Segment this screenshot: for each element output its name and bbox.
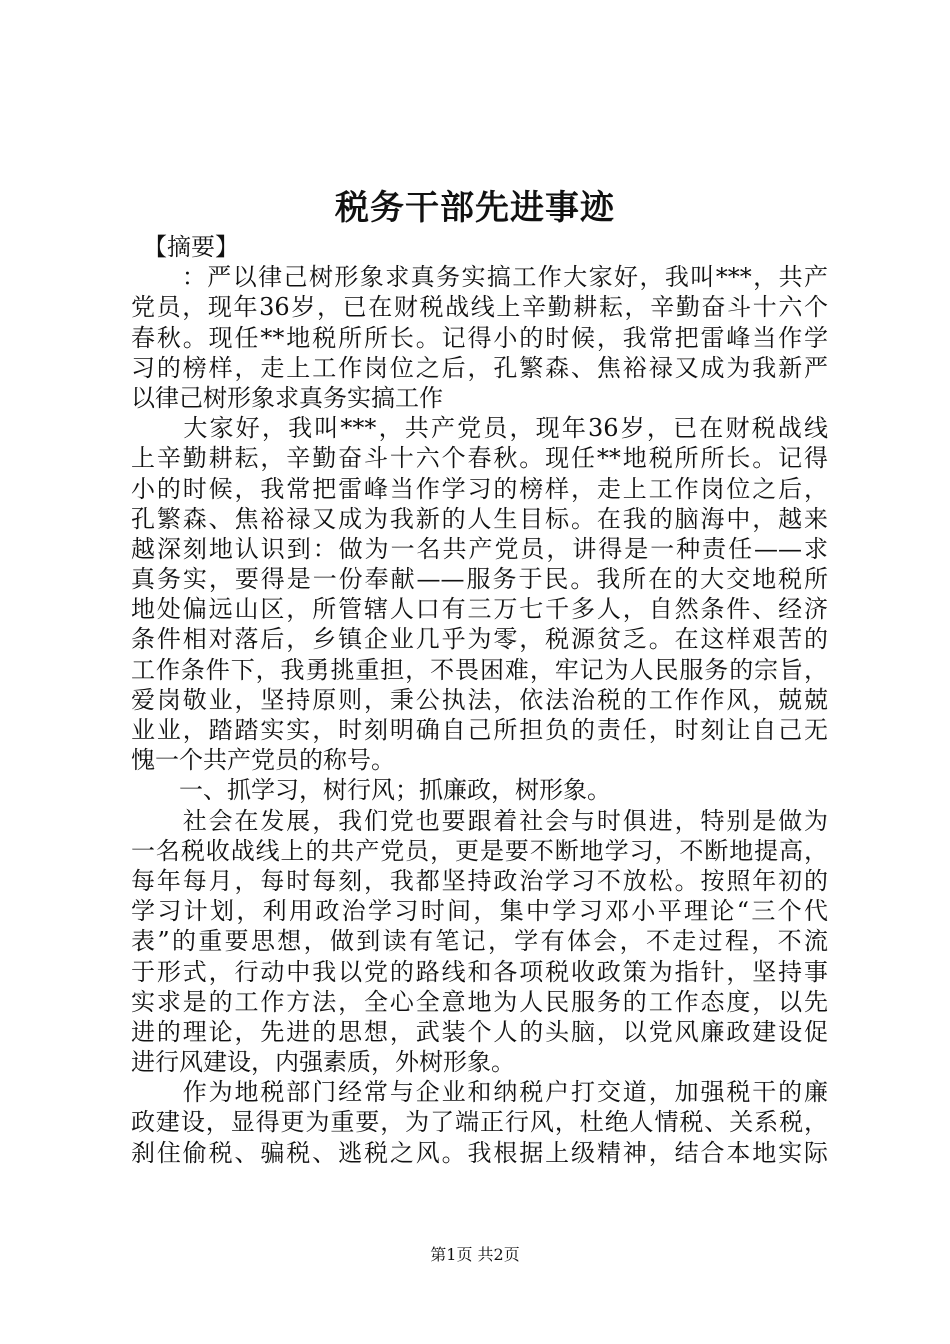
body-line: 进的理论，先进的思想，武装个人的头脑，以党风廉政建设促 [131,1017,828,1046]
body-line: 实求是的工作方法，全心全意地为人民服务的工作态度，以先 [131,987,828,1016]
body-line: 学习计划，利用政治学习时间，集中学习邓小平理论“三个代 [131,897,828,926]
body-line: 作为地税部门经常与企业和纳税户打交道，加强税干的廉 [131,1078,828,1107]
body-line: 每年每月，每时每刻，我都坚持政治学习不放松。按照年初的 [131,866,828,895]
body-line: 条件相对落后，乡镇企业几乎为零，税源贫乏。在这样艰苦的 [131,625,828,654]
body-line: 刹住偷税、骗税、逃税之风。我根据上级精神，结合本地实际 [131,1138,828,1167]
body-line: 以律己树形象求真务实搞工作 [131,383,443,412]
body-line: 真务实，要得是一份奉献——服务于民。我所在的大交地税所 [131,565,828,594]
body-line: 孔繁森、焦裕禄又成为我新的人生目标。在我的脑海中，越来 [131,504,828,533]
body-line: 越深刻地认识到：做为一名共产党员，讲得是一种责任——求 [131,534,828,563]
body-line: 业业，踏踏实实，时刻明确自己所担负的责任，时刻让自己无 [131,716,828,744]
body-line: 地处偏远山区，所管辖人口有三万七千多人，自然条件、经济 [131,595,828,624]
body-line: 于形式，行动中我以党的路线和各项税收政策为指针，坚持事 [131,957,828,986]
body-line: 进行风建设，内强素质，外树形象。 [131,1048,515,1077]
body-line: 大家好，我叫***，共产党员，现年36岁，已在财税战线 [131,414,828,443]
page-footer: 第1页 共2页 [430,1245,520,1264]
body-line: 政建设，显得更为重要，为了端正行风，杜绝人情税、关系税， [131,1108,828,1137]
body-line: 小的时候，我常把雷峰当作学习的榜样，走上工作岗位之后， [131,474,828,503]
body-line: 愧一个共产党员的称号。 [131,746,395,775]
body-line: 爱岗敬业，坚持原则，秉公执法，依法治税的工作作风，兢兢 [131,685,828,714]
body-line: 社会在发展，我们党也要跟着社会与时俱进，特别是做为 [131,806,828,835]
body-line: 一名税收战线上的共产党员，更是要不断地学习，不断地提高， [131,836,828,865]
document-body [131,232,828,1168]
body-line: 习的榜样，走上工作岗位之后，孔繁森、焦裕禄又成为我新严 [131,353,828,382]
body-line: ：严以律己树形象求真务实搞工作大家好，我叫***，共产 [131,263,828,292]
body-line: 工作条件下，我勇挑重担，不畏困难，牢记为人民服务的宗旨， [131,655,828,684]
body-line: 党员，现年36岁，已在财税战线上辛勤耕耘，辛勤奋斗十六个 [131,293,828,322]
body-line: 一、抓学习，树行风；抓廉政，树形象。 [131,776,611,805]
body-line: 表”的重要思想，做到读有笔记，学有体会，不走过程，不流 [131,927,828,956]
document-title: 税务干部先进事迹 [335,188,615,228]
body-line: 上辛勤耕耘，辛勤奋斗十六个春秋。现任**地税所所长。记得 [131,444,828,473]
body-line: 【摘要】 [131,233,239,261]
body-line: 春秋。现任**地税所所长。记得小的时候，我常把雷峰当作学 [131,323,828,352]
